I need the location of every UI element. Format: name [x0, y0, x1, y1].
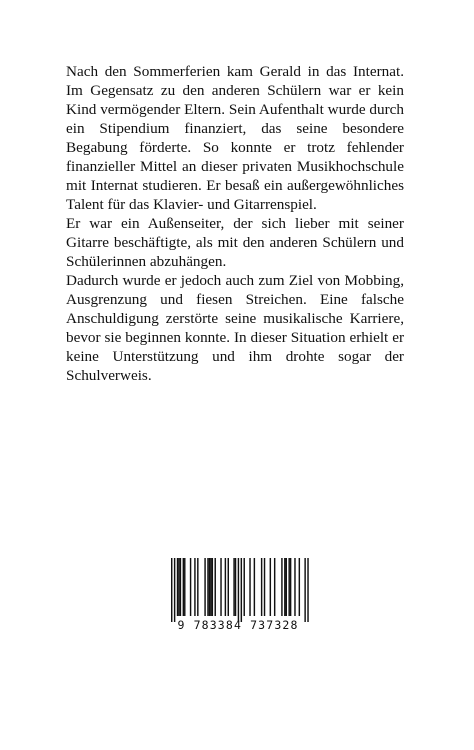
barcode-bar: [209, 558, 210, 616]
barcode-bar: [254, 558, 255, 616]
blurb-paragraph-1: Nach den Sommerferien kam Gerald in das Internat. Im Gegensatz zu den anderen Schülern war er kein Kind vermögender Eltern. Sein Aufenthalt wurde durch ein Stipendium finanziert, das seine besondere Begabung förderte. So konnte er trotz fehlender finanzieller Mittel an dieser privaten Musikhochschule mit Internat studieren. Er besaß ein außergewöhnliches Talent für das Klavier- und Gitarrenspiel.: [66, 63, 404, 213]
barcode-bar: [190, 558, 191, 616]
barcode-bar: [264, 558, 265, 616]
barcode-bar: [210, 558, 211, 616]
barcode-guard-bar: [174, 558, 175, 622]
barcode-guard-bar: [241, 558, 242, 622]
barcode-bar: [180, 558, 181, 616]
barcode-bar: [204, 558, 205, 616]
barcode-bar: [235, 558, 236, 616]
barcode-digits: 9 783384 737328: [177, 618, 299, 632]
barcode-bar: [184, 558, 185, 616]
barcode-bar: [294, 558, 295, 616]
barcode-bar: [220, 558, 221, 616]
barcode-bar: [290, 558, 291, 616]
barcode-bar: [270, 558, 271, 616]
barcode-bar: [281, 558, 282, 616]
barcode-guard-bar: [238, 558, 239, 622]
barcode-bar: [274, 558, 275, 616]
barcode-bar: [284, 558, 285, 616]
barcode-bar: [233, 558, 234, 616]
barcode-bar: [288, 558, 289, 616]
barcode-guard-bar: [304, 558, 305, 622]
barcode-bar: [299, 558, 300, 616]
blurb-paragraph-2: Er war ein Außenseiter, der sich lieber mit seiner Gitarre beschäftigte, als mit den anderen Schülern und Schülerinnen abzuhängen.: [66, 215, 404, 270]
barcode-bar: [194, 558, 195, 616]
barcode-bar: [286, 558, 287, 616]
barcode-guard-bar: [307, 558, 308, 622]
barcode-bar: [244, 558, 245, 616]
isbn-barcode: [158, 556, 318, 636]
barcode-bar: [178, 558, 179, 616]
barcode-bar: [183, 558, 184, 616]
blurb-paragraph-3: Dadurch wurde er jedoch auch zum Ziel von Mobbing, Ausgrenzung und fiesen Streichen. Eine falsche Anschuldigung zerstörte seine musikalische Karriere, bevor sie beginnen konnte. In dieser Situation erhielt er keine Unterstützung und ihm drohte sogar der Schulverweis.: [66, 272, 404, 384]
barcode-guard-bar: [171, 558, 172, 622]
barcode-bar: [225, 558, 226, 616]
barcode-bar: [249, 558, 250, 616]
blurb-text: [66, 62, 404, 385]
barcode-bar: [228, 558, 229, 616]
barcode-bar: [215, 558, 216, 616]
barcode-bar: [177, 558, 178, 616]
barcode-bar: [207, 558, 208, 616]
barcode-bar: [212, 558, 213, 616]
barcode-bar: [261, 558, 262, 616]
barcode-bar: [197, 558, 198, 616]
